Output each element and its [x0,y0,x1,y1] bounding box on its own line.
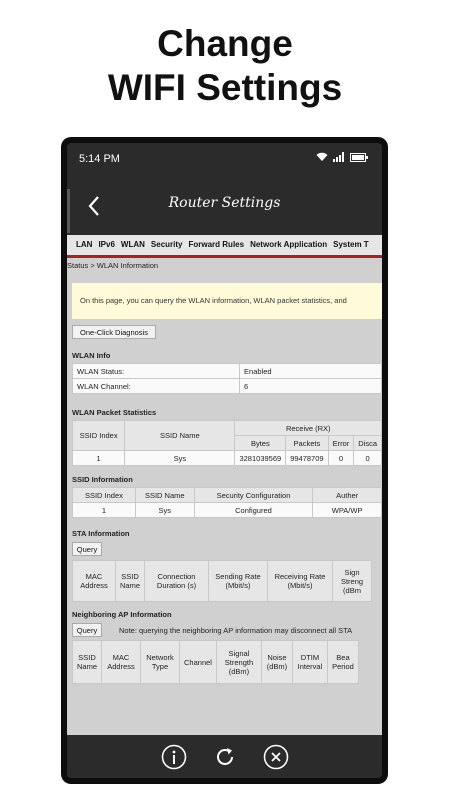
header-line: Address [107,662,135,671]
col-dtim-interval [292,641,327,684]
packet-stats-title: WLAN Packet Statistics [72,408,157,417]
headline-text [0,22,450,110]
wlan-info-table [72,363,382,394]
table-row [73,451,382,466]
col-mac-address [102,641,141,684]
cell-security-configuration: Configured [194,503,313,518]
status-time: 5:14 PM [79,153,120,165]
header-line: Receiving Rate [274,572,326,581]
info-icon[interactable] [161,744,187,770]
header-line: Connection [157,572,196,581]
headline-line-2: WIFI Settings [107,67,343,108]
header-line: Signal [228,648,250,658]
col-noise [261,641,292,684]
cell-authentication: WPA/WP [313,503,382,518]
battery-icon [350,153,368,162]
header-line: Channel [184,657,212,667]
cell-error: 0 [328,451,354,466]
header-line: Streng [340,576,364,586]
wlan-channel-value: 6 [240,379,382,394]
header-line: Type [151,662,169,671]
header-line: SSID [121,572,139,581]
header-line: Noise [267,653,287,662]
table-header-row [73,488,382,503]
col-connection-duration [145,561,209,602]
router-webview [67,235,382,735]
phone-frame [61,137,388,784]
tab-wlan[interactable]: WLAN [120,240,145,249]
neighbor-ap-title: Neighboring AP Information [72,610,172,619]
breadcrumb: Status > WLAN Information [67,261,159,270]
col-beacon-period [327,641,358,684]
cell-ssid-index: 1 [73,503,136,518]
app-title: Router Settings [168,195,281,211]
status-bar [67,143,382,179]
col-channel [180,641,217,684]
refresh-icon[interactable] [212,744,238,770]
col-ssid-name [116,561,145,602]
ssid-info-title: SSID Information [72,475,133,484]
sta-info-title: STA Information [72,529,130,538]
tab-security[interactable]: Security [150,240,183,249]
header-line: Network [146,653,174,662]
col-packets: Packets [286,436,328,451]
header-line: Sign [344,567,360,577]
tab-lan[interactable]: LAN [76,240,93,249]
cell-packets: 99478709 [286,451,328,466]
wlan-status-value: Enabled [240,364,382,379]
col-mac-address [73,561,116,602]
cell-ssid-name: Sys [125,451,235,466]
packet-stats-table [72,420,382,466]
wifi-icon [316,152,328,162]
col-network-type [141,641,180,684]
router-tabs [67,235,382,255]
header-line: MAC [85,572,103,581]
close-icon[interactable] [263,744,289,770]
header-line: Period [332,662,354,671]
cell-ssid-index: 1 [73,451,125,466]
wlan-status-label: WLAN Status: [73,364,240,379]
col-ssid-index: SSID Index [73,488,136,503]
table-header-row [73,421,382,436]
neighbor-note: Note: querying the neighboring AP information may disconnect all STA [119,626,353,635]
header-line: Duration (s) [156,581,197,590]
app-bar [67,179,382,235]
wlan-info-title: WLAN Info [72,351,111,360]
col-ssid-name: SSID Name [135,488,194,503]
table-row [73,364,382,379]
table-row [73,503,382,518]
header-line: (dBm) [266,662,288,671]
ssid-info-table [72,487,382,518]
header-line: Sending Rate [215,572,261,581]
cell-discard: 0 [354,451,382,466]
wlan-channel-label: WLAN Channel: [73,379,240,394]
table-header-row [73,561,372,602]
bottom-toolbar [67,735,382,778]
col-sending-rate [209,561,268,602]
sta-info-table [72,560,372,602]
header-line: (dBm [343,585,361,595]
col-discard: Disca [354,436,382,451]
one-click-diagnosis-button[interactable]: One-Click Diagnosis [72,325,156,339]
signal-icon [333,152,345,162]
col-security-configuration: Security Configuration [194,488,313,503]
table-header-row [73,641,359,684]
tab-divider [67,255,382,258]
col-ssid-index: SSID Index [73,421,125,451]
header-line: (dBm) [228,666,250,676]
tab-system[interactable]: System T [333,240,369,249]
col-ssid-name [73,641,102,684]
header-line: (Mbit/s) [225,581,251,590]
neighbor-query-button[interactable]: Query [72,623,102,637]
table-row [73,379,382,394]
notice-text: On this page, you can query the WLAN information, WLAN packet statistics, and [80,296,347,305]
header-line: DTIM [300,653,320,662]
header-line: Address [80,581,108,590]
header-line: Bea [336,653,350,662]
header-line: SSID [78,653,96,662]
col-signal-strength [216,641,261,684]
header-line: Name [77,662,98,671]
cell-ssid-name: Sys [135,503,194,518]
col-receive: Receive (RX) [235,421,382,436]
header-line: (Mbit/s) [287,581,313,590]
neighbor-ap-table [72,640,359,684]
sta-query-button[interactable]: Query [72,542,102,556]
header-line: Interval [297,662,323,671]
col-receiving-rate [268,561,333,602]
col-bytes: Bytes [235,436,286,451]
tab-network-application[interactable]: Network Application [250,240,328,249]
col-signal-strength [333,561,372,602]
status-icons [316,152,368,162]
info-notice [72,283,382,319]
col-error: Error [328,436,354,451]
col-ssid-name: SSID Name [125,421,235,451]
headline-line-1: Change [157,23,293,64]
tab-ipv6[interactable]: IPv6 [98,240,115,249]
col-authentication: Auther [313,488,382,503]
phone-screen [67,143,382,778]
header-line: Strength [224,657,254,667]
header-line: Name [120,581,141,590]
tab-forward-rules[interactable]: Forward Rules [188,240,245,249]
cell-bytes: 3281039569 [235,451,286,466]
header-line: MAC [112,653,130,662]
